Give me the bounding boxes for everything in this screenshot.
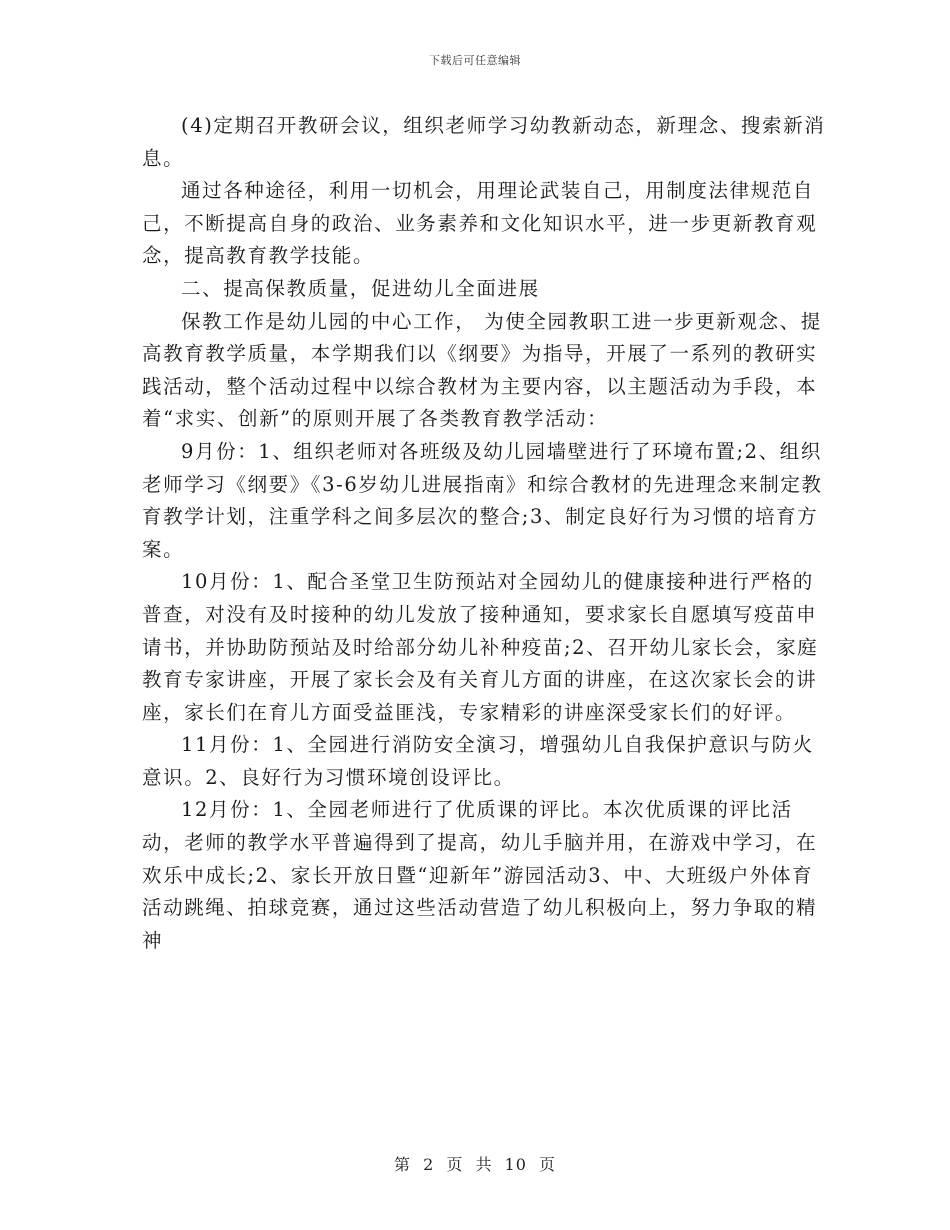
paragraph-october: 10月份：1、配合圣堂卫生防预站对全园幼儿的健康接种进行严格的普查，对没有及时接种的幼儿发放了接种通知，要求家长自愿填写疫苗申请书，并协助防预站及时给部分幼儿补种疫苗;2、召开幼儿家长会，家庭教育专家讲座，开展了家长会及有关育儿方面的讲座，在这次家长会的讲座，家长们在育儿方面受益匪浅，专家精彩的讲座深受家长们的好评。	[142, 570, 819, 724]
paragraph-self-improvement: 通过各种途径，利用一切机会，用理论武装自己，用制度法律规范自己，不断提高自身的政治、业务素养和文化知识水平，进一步更新教育观念，提高教育教学技能。	[142, 179, 818, 268]
document-body	[142, 110, 832, 957]
page-number: 第 2 页 共 10 页	[394, 1155, 556, 1174]
paragraph-november: 11月份：1、全园进行消防安全演习，增强幼儿自我保护意识与防火意识。2、良好行为习惯环境创设评比。	[142, 733, 814, 789]
paragraph-december: 12月份：1、全园老师进行了优质课的评比。本次优质课的评比活动，老师的教学水平普遍得到了提高，幼儿手脑并用，在游戏中学习，在欢乐中成长;2、家长开放日暨“迎新年”游园活动3、中、大班级户外体育活动跳绳、拍球竞赛，通过这些活动营造了幼儿积极向上，努力争取的精神	[142, 798, 818, 952]
paragraph-teaching-quality: 保教工作是幼儿园的中心工作， 为使全园教职工进一步更新观念、提高教育教学质量，本学期我们以《纲要》为指导，开展了一系列的教研实践活动，整个活动过程中以综合教材为主要内容，以主题活动为手段，本着“求实、创新”的原则开展了各类教育教学活动：	[142, 309, 822, 431]
section-heading: 二、提高保教质量，促进幼儿全面进展	[181, 276, 540, 300]
paragraph-meeting: (4)定期召开教研会议，组织老师学习幼教新动态，新理念、搜索新消息。	[142, 114, 826, 170]
paragraph-september: 9月份：1、组织老师对各班级及幼儿园墙壁进行了环境布置;2、组织老师学习《纲要》《3-6岁幼儿进展指南》和综合教材的先进理念来制定教育教学计划，注重学科之间多层次的整合;3、制定良好行为习惯的培育方案。	[142, 439, 823, 561]
page-header: 下载后可任意编辑	[429, 54, 521, 67]
